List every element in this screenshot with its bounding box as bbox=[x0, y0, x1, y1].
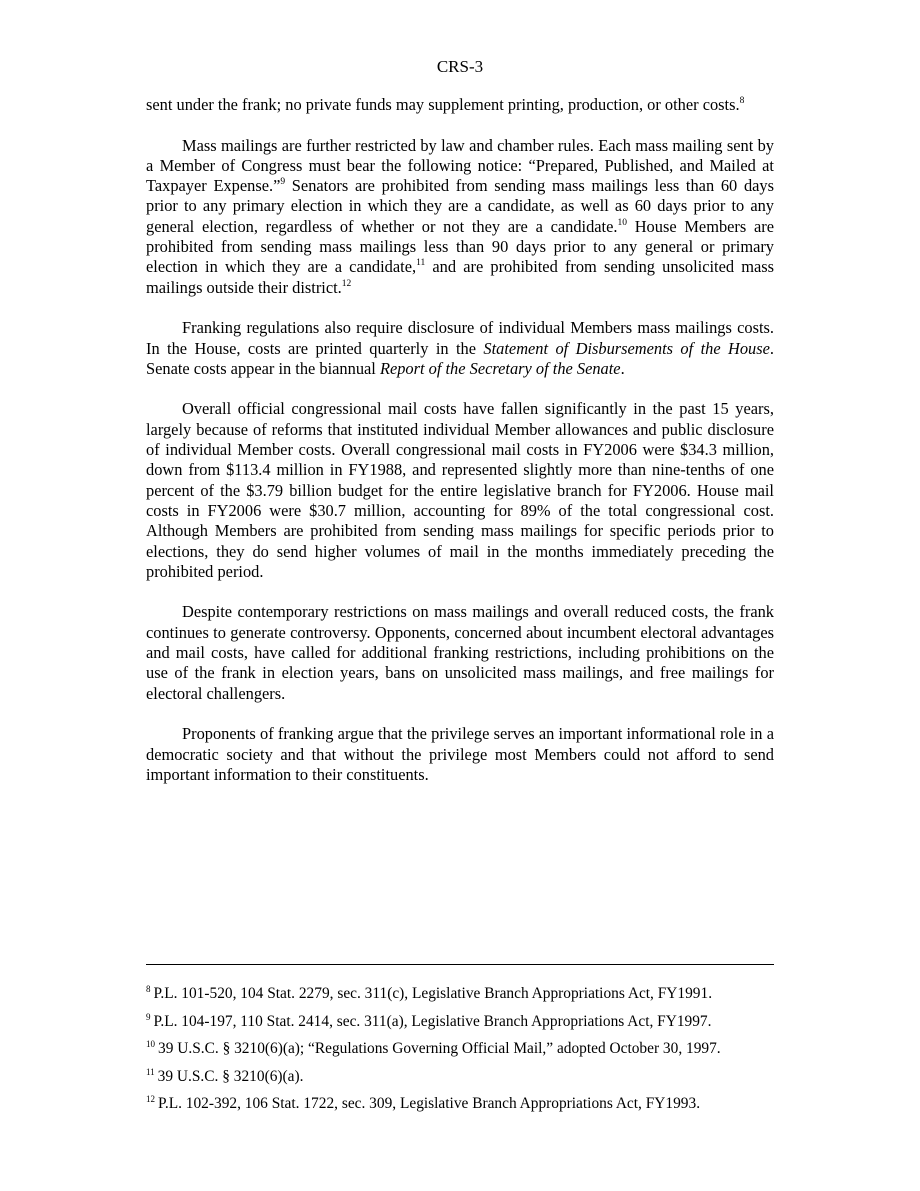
text-segment: . Senate costs appear in the biannual bbox=[146, 338, 775, 378]
footnote bbox=[146, 1067, 774, 1086]
text-segment: House Members are prohibited from sending mass mailings less than 90 days prior to any general or primary election in which they are a candidate, bbox=[146, 216, 774, 277]
text-segment: . bbox=[620, 358, 625, 378]
body-paragraph bbox=[146, 318, 774, 379]
text-segment: Despite contemporary restrictions on mass mailings and overall reduced costs, the frank continues to generate controversy. Opponents, concerned about incumbent electoral advantages and mail costs, have called for additional franking restrictions, including prohibitions on the use of the frank in election years, bans on unsolicited mass mailings, and free mailings for electoral challengers. bbox=[146, 602, 774, 703]
footnote-number: 8 bbox=[146, 984, 151, 994]
footnotes bbox=[146, 984, 774, 1122]
footnote-text: P.L. 101-520, 104 Stat. 2279, sec. 311(c), Legislative Branch Appropriations Act, FY1991. bbox=[153, 985, 713, 1002]
body-paragraph bbox=[146, 136, 774, 298]
footnote-number: 12 bbox=[146, 1094, 155, 1105]
footnote-number: 10 bbox=[146, 1039, 155, 1050]
body-paragraph bbox=[146, 399, 774, 582]
italic-title: Report of the Secretary of the Senate bbox=[379, 358, 621, 378]
text-segment: Senators are prohibited from sending mass mailings less than 60 days prior to any primary election in which they are a candidate, as well as 60 days prior to any general election, regardless of whether or not they are a candidate. bbox=[146, 176, 774, 236]
body-paragraph bbox=[146, 724, 774, 785]
footnote bbox=[146, 984, 774, 1003]
footnote-text: P.L. 104-197, 110 Stat. 2414, sec. 311(a), Legislative Branch Appropriations Act, FY1997. bbox=[153, 1012, 712, 1030]
footnote bbox=[146, 1012, 774, 1031]
body-paragraph bbox=[146, 95, 774, 115]
text-segment: Overall official congressional mail costs have fallen significantly in the past 15 years, largely because of reforms that instituted individual Member allowances and public disclosure of individual Member costs. Overall congressional mail costs in FY2006 were $34.3 million, down from $113.4 million in FY1988, and represented slightly more than nine-tenths of one percent of the $3.79 billion budget for the entire legislative branch for FY2006. House mail costs in FY2006 were $30.7 million, accounting for 89% of the total congressional cost. Although Members are prohibited from sending mass mailings for specific periods prior to elections, they do send higher volumes of mail in the months immediately preceding the prohibited period. bbox=[146, 399, 774, 581]
page-header: CRS-3 bbox=[436, 57, 484, 76]
text-segment: Proponents of franking argue that the privilege serves an important informational role in a democratic society and that without the privilege most Members could not afford to send important information to their constituents. bbox=[146, 724, 774, 784]
footnote-separator bbox=[146, 964, 774, 965]
body-paragraph bbox=[146, 602, 774, 703]
body-text bbox=[146, 95, 774, 805]
footnote-reference: 11 bbox=[416, 258, 426, 269]
text-segment: Mass mailings are further restricted by law and chamber rules. Each mass mailing sent by a Member of Congress must bear the following notice: “Prepared, Published, and Mailed at Taxpayer Expense.” bbox=[146, 135, 774, 196]
footnote-text: P.L. 102-392, 106 Stat. 1722, sec. 309, Legislative Branch Appropriations Act, FY1993. bbox=[158, 1095, 701, 1113]
text-segment: sent under the frank; no private funds may supplement printing, production, or other costs. bbox=[146, 95, 740, 114]
footnote-reference: 9 bbox=[280, 177, 286, 188]
footnote-text: 39 U.S.C. § 3210(6)(a); “Regulations Governing Official Mail,” adopted October 30, 1997. bbox=[158, 1040, 721, 1058]
footnote-reference: 8 bbox=[739, 96, 745, 106]
footnote bbox=[146, 1039, 774, 1058]
footnote-reference: 10 bbox=[617, 217, 627, 228]
italic-title: Statement of Disbursements of the House bbox=[483, 338, 770, 358]
text-segment: Franking regulations also require disclosure of individual Members mass mailings costs. In the House, costs are printed quarterly in the bbox=[146, 318, 774, 358]
footnote-reference: 12 bbox=[341, 278, 352, 289]
footnote bbox=[146, 1094, 774, 1113]
footnote-number: 9 bbox=[146, 1011, 151, 1022]
footnote-number: 11 bbox=[146, 1066, 155, 1077]
text-segment: and are prohibited from sending unsolicited mass mailings outside their district. bbox=[146, 257, 774, 297]
footnote-text: 39 U.S.C. § 3210(6)(a). bbox=[157, 1067, 304, 1085]
